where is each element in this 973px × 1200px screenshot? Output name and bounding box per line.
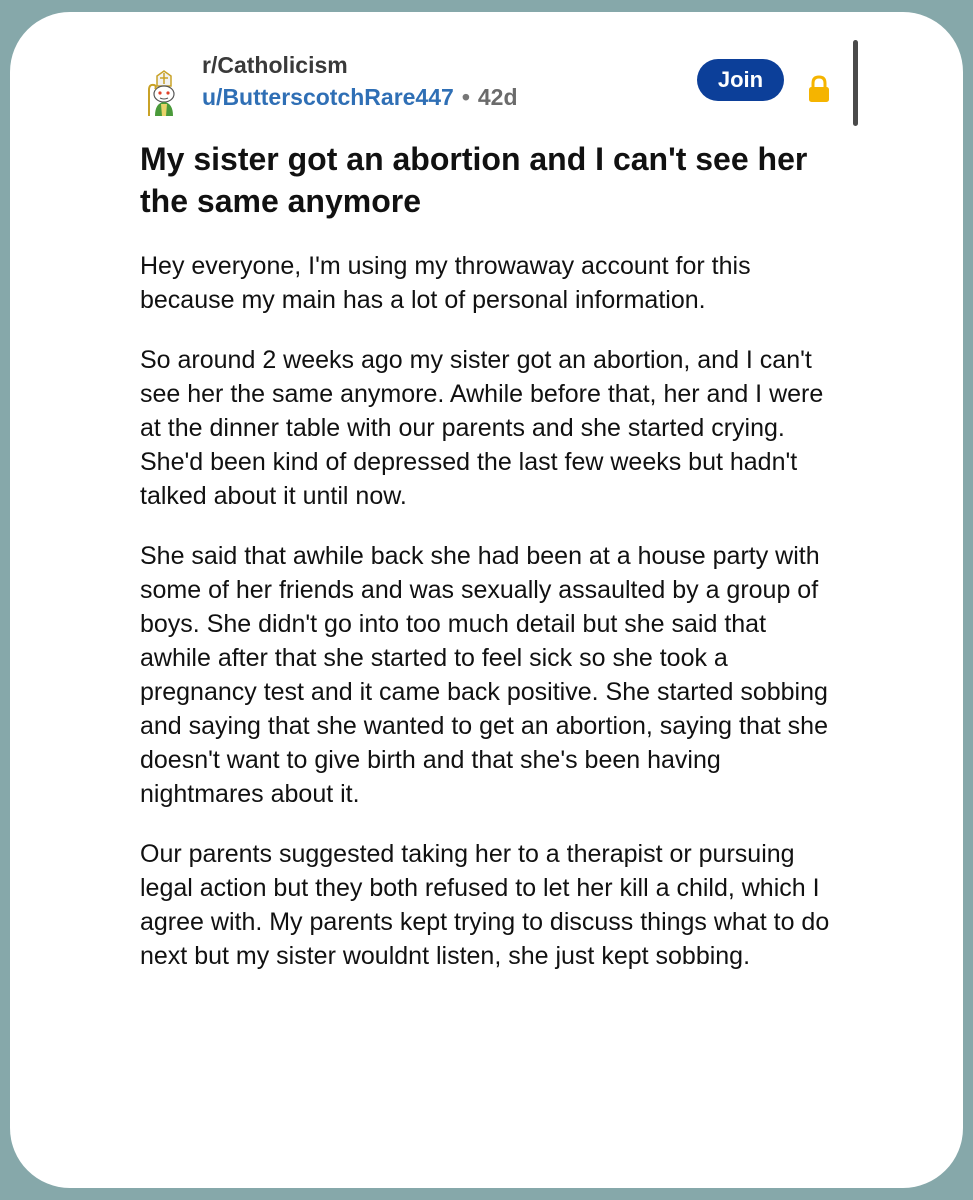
meta-separator: • (461, 84, 470, 110)
post-meta (202, 84, 518, 111)
subreddit-name[interactable]: r/Catholicism (202, 52, 348, 78)
post-paragraph: Our parents suggested taking her to a therapist or pursuing legal action but they both refused to let her kill a child, which I agree with. My parents kept trying to discuss things what to do next but my sister wouldnt listen, she just kept sobbing. (140, 840, 830, 970)
post-body (140, 249, 840, 999)
post-paragraph: She said that awhile back she had been at a house party with some of her friends and was sexually assaulted by a group of boys. She didn't go into too much detail but she said that awhile after that she started to feel sick so she took a pregnancy test and it came back positive. She started sobbing and saying that she wanted to get an abortion, saying that she doesn't want to give birth and that she's been having nightmares about it. (140, 542, 828, 808)
username-link[interactable]: u/ButterscotchRare447 (202, 84, 454, 110)
post-age: 42d (477, 84, 518, 110)
post-paragraph: Hey everyone, I'm using my throwaway account for this because my main has a lot of personal information. (140, 252, 751, 314)
scrollbar[interactable] (853, 40, 858, 126)
post-paragraph: So around 2 weeks ago my sister got an abortion, and I can't see her the same anymore. Awhile before that, her and I were at the dinner table with our parents and she started crying. She'd been kind of depressed the last few weeks but hadn't talked about it until now. (140, 346, 824, 510)
join-button[interactable]: Join (697, 59, 784, 101)
post-title: My sister got an abortion and I can't see her the same anymore (140, 141, 808, 219)
post-card (10, 12, 963, 1188)
lock-icon (807, 75, 831, 103)
subreddit-avatar-icon[interactable] (140, 70, 188, 118)
